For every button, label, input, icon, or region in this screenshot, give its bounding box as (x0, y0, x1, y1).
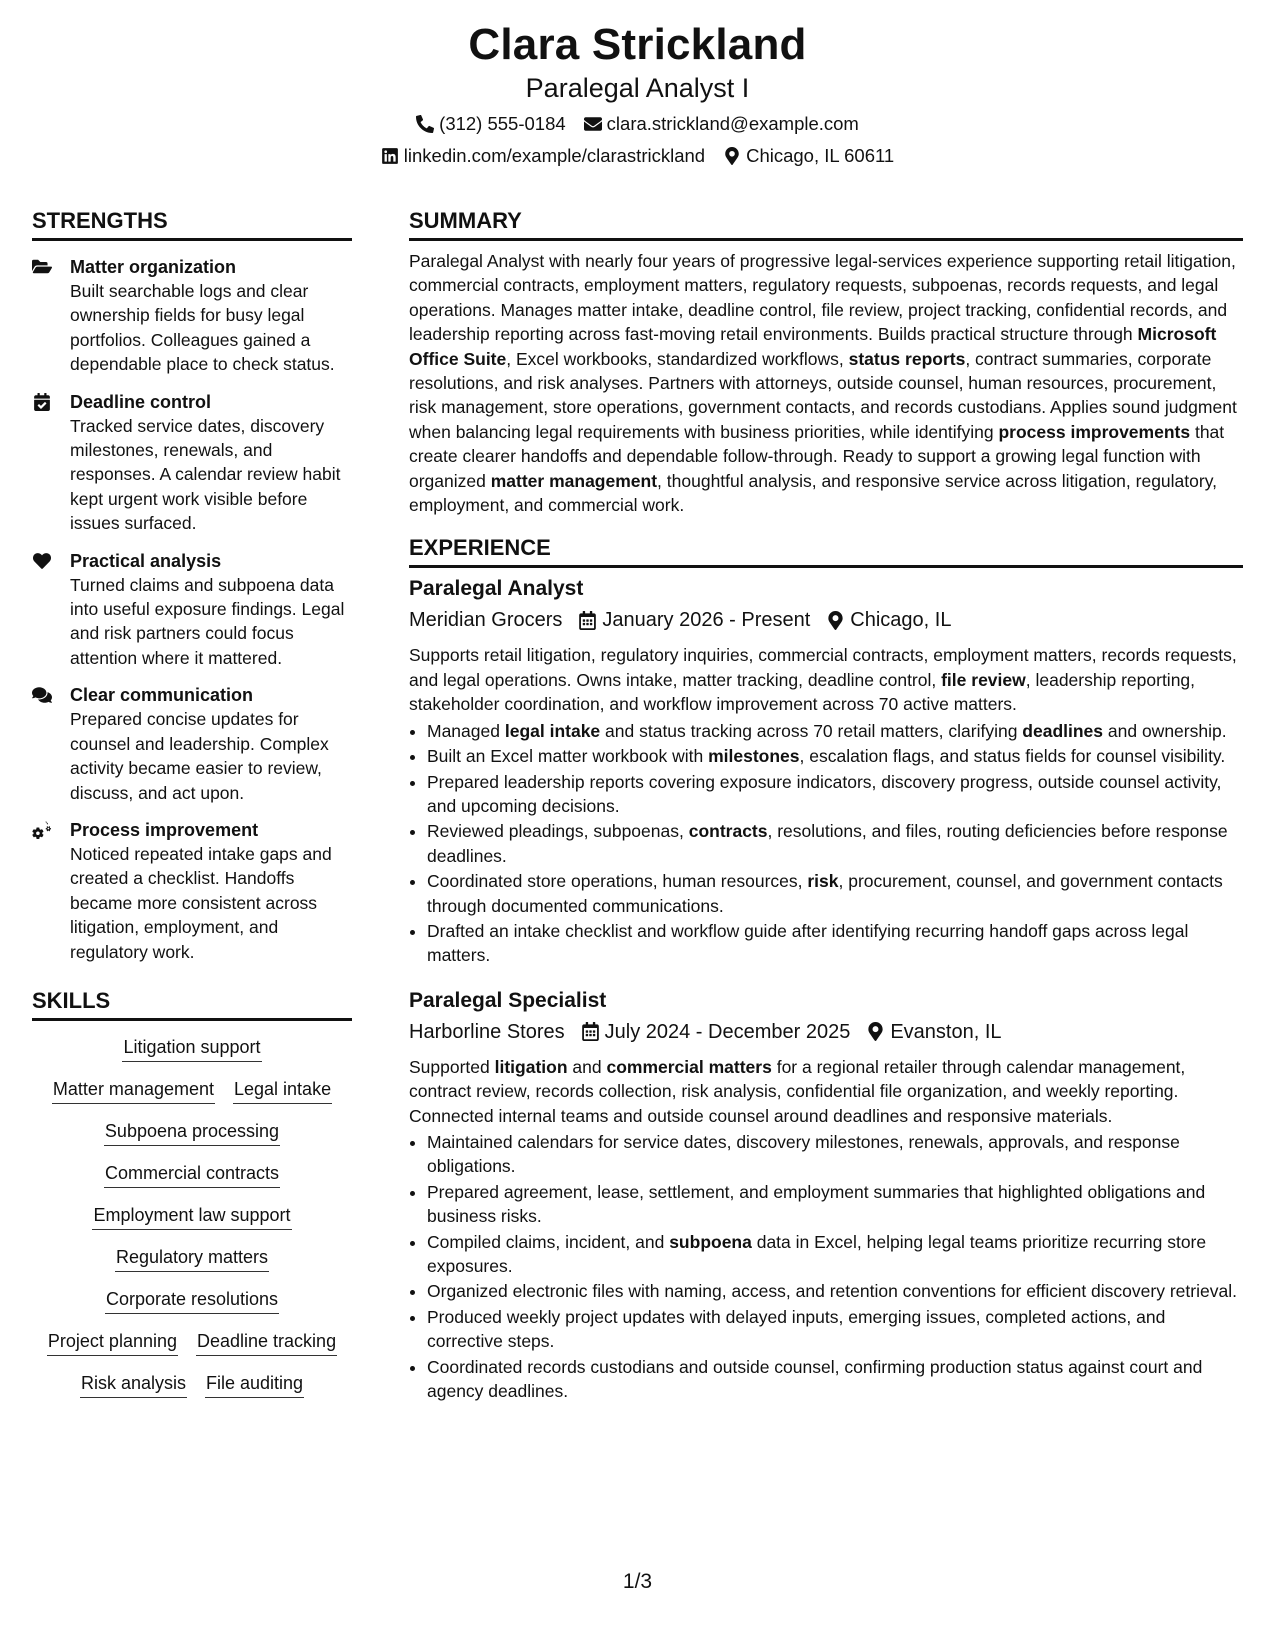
bold-keyword: file review (941, 669, 1026, 690)
job-bullets (409, 719, 1243, 968)
skill-row (32, 1329, 352, 1356)
skill-tag: Litigation support (122, 1035, 261, 1062)
email-contact[interactable] (584, 112, 859, 136)
job-meta (409, 605, 1243, 635)
job-bullet (427, 1130, 1243, 1179)
strength-desc: Turned claims and subpoena data into useful exposure findings. Legal and risk partners could focus attention where it mattered. (70, 574, 345, 668)
skill-row (32, 1161, 352, 1188)
job-description (409, 643, 1243, 716)
job-title: Paralegal Specialist (409, 988, 607, 1012)
left-column (32, 206, 352, 1413)
strength-body (70, 818, 352, 964)
job-dates (578, 605, 810, 635)
skill-tag: Commercial contracts (104, 1161, 280, 1188)
resume-header (0, 18, 1275, 168)
bold-keyword: Microsoft Office Suite (409, 324, 1217, 369)
job-entry (409, 574, 1243, 967)
strength-title: Practical analysis (70, 550, 222, 571)
strength-item (32, 549, 352, 671)
candidate-role: Paralegal Analyst I (525, 73, 750, 103)
text-segment: and status tracking across 70 retail matters, clarifying (600, 720, 1023, 741)
job-entry (409, 986, 1243, 1404)
location-text: Evanston, IL (890, 1020, 1002, 1043)
dates-text: January 2026 - Present (602, 609, 811, 632)
job-location (866, 1017, 1001, 1047)
strength-title: Process improvement (70, 819, 259, 840)
job-bullet (427, 719, 1243, 743)
email-text: clara.strickland@example.com (606, 113, 859, 134)
bold-keyword: milestones (708, 746, 800, 767)
bold-keyword: subpoena (669, 1231, 752, 1252)
summary-text (409, 249, 1243, 517)
job-title: Paralegal Analyst (409, 577, 584, 601)
job-bullet (427, 1355, 1243, 1404)
strength-body (70, 255, 352, 377)
calendar-icon (578, 611, 597, 630)
text-segment: , procurement, counsel, and government contacts through documented communications. (427, 871, 1223, 916)
skill-tag: Employment law support (92, 1203, 291, 1230)
phone-text: (312) 555-0184 (439, 113, 566, 134)
text-segment: and (567, 1056, 607, 1077)
summary-heading: SUMMARY (409, 206, 1243, 241)
bold-keyword: process improvements (998, 421, 1191, 442)
job-bullet (427, 1279, 1243, 1303)
bold-keyword: deadlines (1022, 720, 1104, 741)
comments-icon (32, 683, 70, 805)
phone-icon (416, 115, 434, 133)
text-segment: , thoughtful analysis, and responsive service across litigation, regulatory, employment, and commercial work. (409, 470, 1218, 516)
strength-desc: Tracked service dates, discovery milestones, renewals, and responses. A calendar review habit kept urgent work visible before issues surfaced. (70, 415, 341, 534)
strength-body (70, 549, 352, 671)
job-dates (581, 1017, 851, 1047)
skill-row (32, 1077, 352, 1104)
phone-contact (416, 112, 566, 136)
text-segment: , escalation flags, and status fields for counsel visibility. (799, 746, 1226, 767)
text-segment: that create clearer handoffs and dependable follow-through. Ready to support a growing legal function with organized (409, 421, 1225, 491)
text-segment: , leadership reporting, stakeholder coordination, and workflow improvement across 70 active matters. (409, 669, 1196, 715)
text-segment: Built an Excel matter workbook with (427, 746, 709, 767)
job-bullet (427, 919, 1243, 968)
skills-heading: SKILLS (32, 986, 352, 1021)
bold-keyword: contracts (688, 821, 768, 842)
location-text: Chicago, IL (850, 609, 952, 632)
calendar-check-icon (32, 390, 70, 536)
calendar-icon (581, 1022, 600, 1041)
text-segment: for a regional retailer through calendar management, contract review, records collection, risk analysis, confidential file organization, and weekly reporting. Connected internal teams and outside counsel around deadlines and responsive materials. (409, 1056, 1186, 1126)
strengths-list (32, 255, 352, 964)
job-bullet (427, 869, 1243, 918)
skill-tag: File auditing (205, 1371, 304, 1398)
job-location (826, 605, 951, 635)
strengths-heading: STRENGTHS (32, 206, 352, 241)
text-segment: Paralegal Analyst with nearly four years of progressive legal-services experience supporting retail litigation, commercial contracts, employment matters, regulatory requests, subpoenas, records requests, and legal operations. Manages matter intake, deadline control, file review, project tracking, confidential records, and leadership reporting across fast-moving retail environments. Builds practical structure through (409, 251, 1236, 345)
text-segment: Reviewed pleadings, subpoenas, (427, 821, 689, 842)
text-segment: Produced weekly project updates with delayed inputs, emerging issues, completed actions, and corrective steps. (427, 1306, 1166, 1352)
text-segment: and ownership. (1103, 720, 1227, 741)
text-segment: Prepared agreement, lease, settlement, and employment summaries that highlighted obligations and business risks. (427, 1181, 1206, 1227)
text-segment: , resolutions, and files, routing deficiencies before response deadlines. (427, 821, 1228, 866)
text-segment: Organized electronic files with naming, access, and retention conventions for efficient discovery retrieval. (427, 1281, 1237, 1302)
bold-keyword: legal intake (504, 720, 601, 741)
strength-title: Deadline control (70, 391, 212, 412)
skill-tag: Corporate resolutions (105, 1287, 279, 1314)
text-segment: , contract summaries, corporate resolutions, and risk analyses. Partners with attorneys, outside counsel, human resources, procurement, risk management, store operations, government contacts, and records custodians. Applies sound judgment when balancing legal requirements with business priorities, while identifying (409, 348, 1237, 442)
heart-icon (32, 549, 70, 671)
text-segment: Managed (427, 720, 505, 741)
company-name: Meridian Grocers (409, 609, 563, 632)
contact-row-1 (0, 112, 1275, 136)
candidate-name: Clara Strickland (468, 20, 807, 69)
strength-item (32, 683, 352, 805)
strength-item (32, 255, 352, 377)
text-segment: data in Excel, helping legal teams prioritize recurring store exposures. (427, 1231, 1207, 1276)
skill-tag: Project planning (47, 1329, 178, 1356)
skills-list (32, 1035, 352, 1398)
job-meta (409, 1017, 1243, 1047)
skill-tag: Legal intake (233, 1077, 332, 1104)
experience-list (409, 574, 1243, 1403)
job-description (409, 1055, 1243, 1128)
strength-item (32, 390, 352, 536)
linkedin-icon (381, 147, 399, 165)
skill-tag: Matter management (52, 1077, 215, 1104)
job-bullet (427, 819, 1243, 868)
strength-title: Matter organization (70, 257, 237, 277)
skill-tag: Subpoena processing (104, 1119, 280, 1146)
dates-text: July 2024 - December 2025 (604, 1020, 851, 1043)
contact-row-2 (0, 144, 1275, 168)
strength-desc: Noticed repeated intake gaps and created a checklist. Handoffs became more consistent across litigation, employment, and regulatory work. (70, 843, 332, 962)
folder-open-icon (32, 255, 70, 377)
location-contact (723, 144, 894, 168)
skill-tag: Deadline tracking (196, 1329, 337, 1356)
skill-row (32, 1035, 352, 1062)
strength-body (70, 390, 352, 536)
linkedin-contact[interactable] (381, 144, 705, 168)
map-marker-icon (826, 611, 845, 630)
skill-tag: Regulatory matters (115, 1245, 269, 1272)
text-segment: Compiled claims, incident, and (427, 1231, 670, 1252)
strength-desc: Prepared concise updates for counsel and leadership. Complex activity became easier to review, discuss, and act upon. (70, 709, 329, 803)
envelope-icon (584, 115, 602, 133)
bold-keyword: risk (807, 871, 839, 892)
experience-heading: EXPERIENCE (409, 533, 1243, 568)
strength-desc: Built searchable logs and clear ownership fields for busy legal portfolios. Colleagues gained a dependable place to check status. (70, 281, 335, 375)
bold-keyword: status reports (848, 348, 966, 369)
job-bullet (427, 1180, 1243, 1229)
location-text: Chicago, IL 60611 (746, 145, 895, 166)
text-segment: Coordinated store operations, human resources, (427, 871, 808, 892)
job-bullet (427, 770, 1243, 819)
text-segment: Supported (409, 1056, 495, 1077)
map-marker-icon (723, 147, 741, 165)
text-segment: Coordinated records custodians and outside counsel, confirming production status against court and agency deadlines. (427, 1356, 1203, 1402)
text-segment: Maintained calendars for service dates, discovery milestones, renewals, approvals, and response obligations. (427, 1131, 1180, 1177)
job-bullet (427, 1305, 1243, 1354)
linkedin-text: linkedin.com/example/clarastrickland (403, 145, 706, 166)
skill-row (32, 1203, 352, 1230)
text-segment: Prepared leadership reports covering exposure indicators, discovery progress, outside counsel activity, and upcoming decisions. (427, 771, 1222, 816)
job-bullets (409, 1130, 1243, 1403)
skill-tag: Risk analysis (80, 1371, 187, 1398)
strength-item (32, 818, 352, 964)
right-column (409, 206, 1243, 1404)
job-bullet (427, 744, 1243, 768)
company-name: Harborline Stores (409, 1020, 565, 1043)
skill-row (32, 1119, 352, 1146)
bold-keyword: litigation (494, 1056, 568, 1077)
page-number: 1/3 (622, 1570, 653, 1593)
gears-icon (32, 818, 70, 964)
job-bullet (427, 1230, 1243, 1279)
bold-keyword: matter management (490, 470, 658, 491)
skill-row (32, 1245, 352, 1272)
skill-row (32, 1371, 352, 1398)
strength-title: Clear communication (70, 685, 254, 706)
bold-keyword: commercial matters (606, 1056, 772, 1077)
map-marker-icon (866, 1022, 885, 1041)
skill-row (32, 1287, 352, 1314)
strength-body (70, 683, 352, 805)
text-segment: Supports retail litigation, regulatory inquiries, commercial contracts, employment matters, records requests, and legal operations. Owns intake, matter tracking, deadline control, (409, 645, 1237, 690)
text-segment: , Excel workbooks, standardized workflows, (506, 348, 849, 369)
text-segment: Drafted an intake checklist and workflow guide after identifying recurring handoff gaps across legal matters. (427, 920, 1189, 966)
